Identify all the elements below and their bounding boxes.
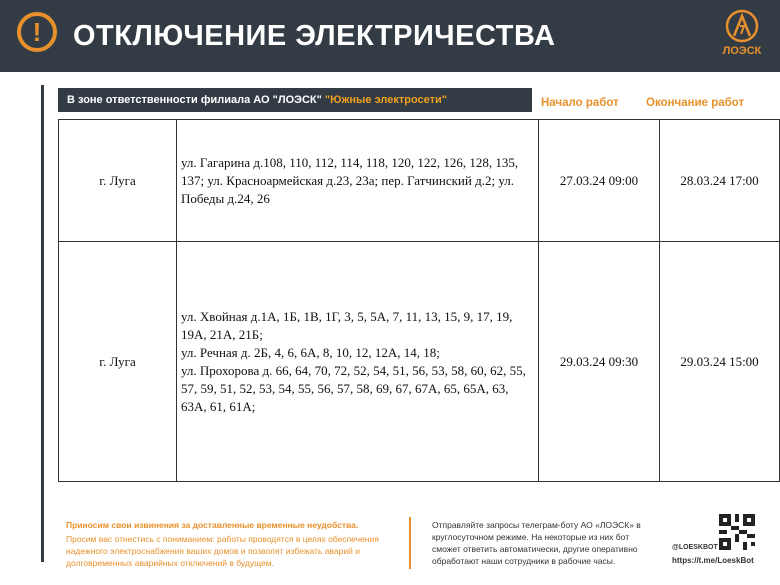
page-title: ОТКЛЮЧЕНИЕ ЭЛЕКТРИЧЕСТВА bbox=[73, 20, 556, 52]
footer-divider bbox=[409, 517, 411, 569]
end-time-cell: 28.03.24 17:00 bbox=[660, 120, 780, 242]
zone-prefix: В зоне ответственности филиала АО "ЛОЭСК" bbox=[67, 94, 322, 106]
header-bar bbox=[0, 0, 780, 72]
qr-code-icon[interactable] bbox=[719, 514, 755, 550]
logo-text: ЛОЭСК bbox=[722, 45, 762, 57]
start-time-cell: 29.03.24 09:30 bbox=[539, 242, 660, 482]
apology-body: Просим вас отнестись с пониманием: работы проводятся в целях обеспечения надежного электроснабжения ваших домов и позволят избежать аварий и долговременных аварийных отключений в будущем. bbox=[66, 534, 379, 568]
exclamation-circle-icon: ! bbox=[17, 12, 57, 52]
bot-info-text: Отправляйте запросы телеграм-боту АО «ЛОЭСК» в круглосуточном режиме. На некоторые из них бот сможет ответить автоматически, другие оперативно обработают наши сотрудники в рабочие часы. bbox=[432, 520, 641, 566]
column-header-end: Окончание работ bbox=[646, 97, 745, 109]
streets-cell: ул. Гагарина д.108, 110, 112, 114, 118, 120, 122, 126, 128, 135, 137; ул. Красноармейская д.23, 23а; пер. Гатчинский д.2; ул. Победы д.24, 26 bbox=[177, 120, 539, 242]
start-time-cell: 27.03.24 09:00 bbox=[539, 120, 660, 242]
outage-table bbox=[58, 119, 780, 482]
end-time-cell: 29.03.24 15:00 bbox=[660, 242, 780, 482]
left-accent-bar bbox=[41, 85, 44, 562]
bot-link[interactable]: https://t.me/LoeskBot bbox=[672, 556, 754, 565]
loesk-logo bbox=[716, 8, 768, 64]
city-cell: г. Луга bbox=[59, 120, 177, 242]
zone-banner bbox=[58, 88, 532, 112]
table-row bbox=[59, 242, 780, 482]
bot-handle: @LOESKBOT bbox=[672, 544, 718, 551]
city-cell: г. Луга bbox=[59, 242, 177, 482]
apology-title: Приносим свои извинения за доставленные временные неудобства. bbox=[66, 520, 359, 530]
streets-cell: ул. Хвойная д.1А, 1Б, 1В, 1Г, 3, 5, 5А, 7, 11, 13, 15, 9, 17, 19, 19А, 21А, 21Б; ул. Речная д. 2Б, 4, 6, 6А, 8, 10, 12, 12А, 14, 18; ул. Прохорова д. 66, 64, 70, 72, 52, 54, 51, 56, 53, 58, 60, 62, 55, 57, 59, 51, 52, 53, 54, 55, 56, 57, 58, 69, 67, 67А, 65, 65А, 63, 63А, 61, 61А; bbox=[177, 242, 539, 482]
zone-highlight: "Южные электросети" bbox=[324, 94, 448, 106]
table-row bbox=[59, 120, 780, 242]
column-header-start: Начало работ bbox=[541, 97, 619, 109]
